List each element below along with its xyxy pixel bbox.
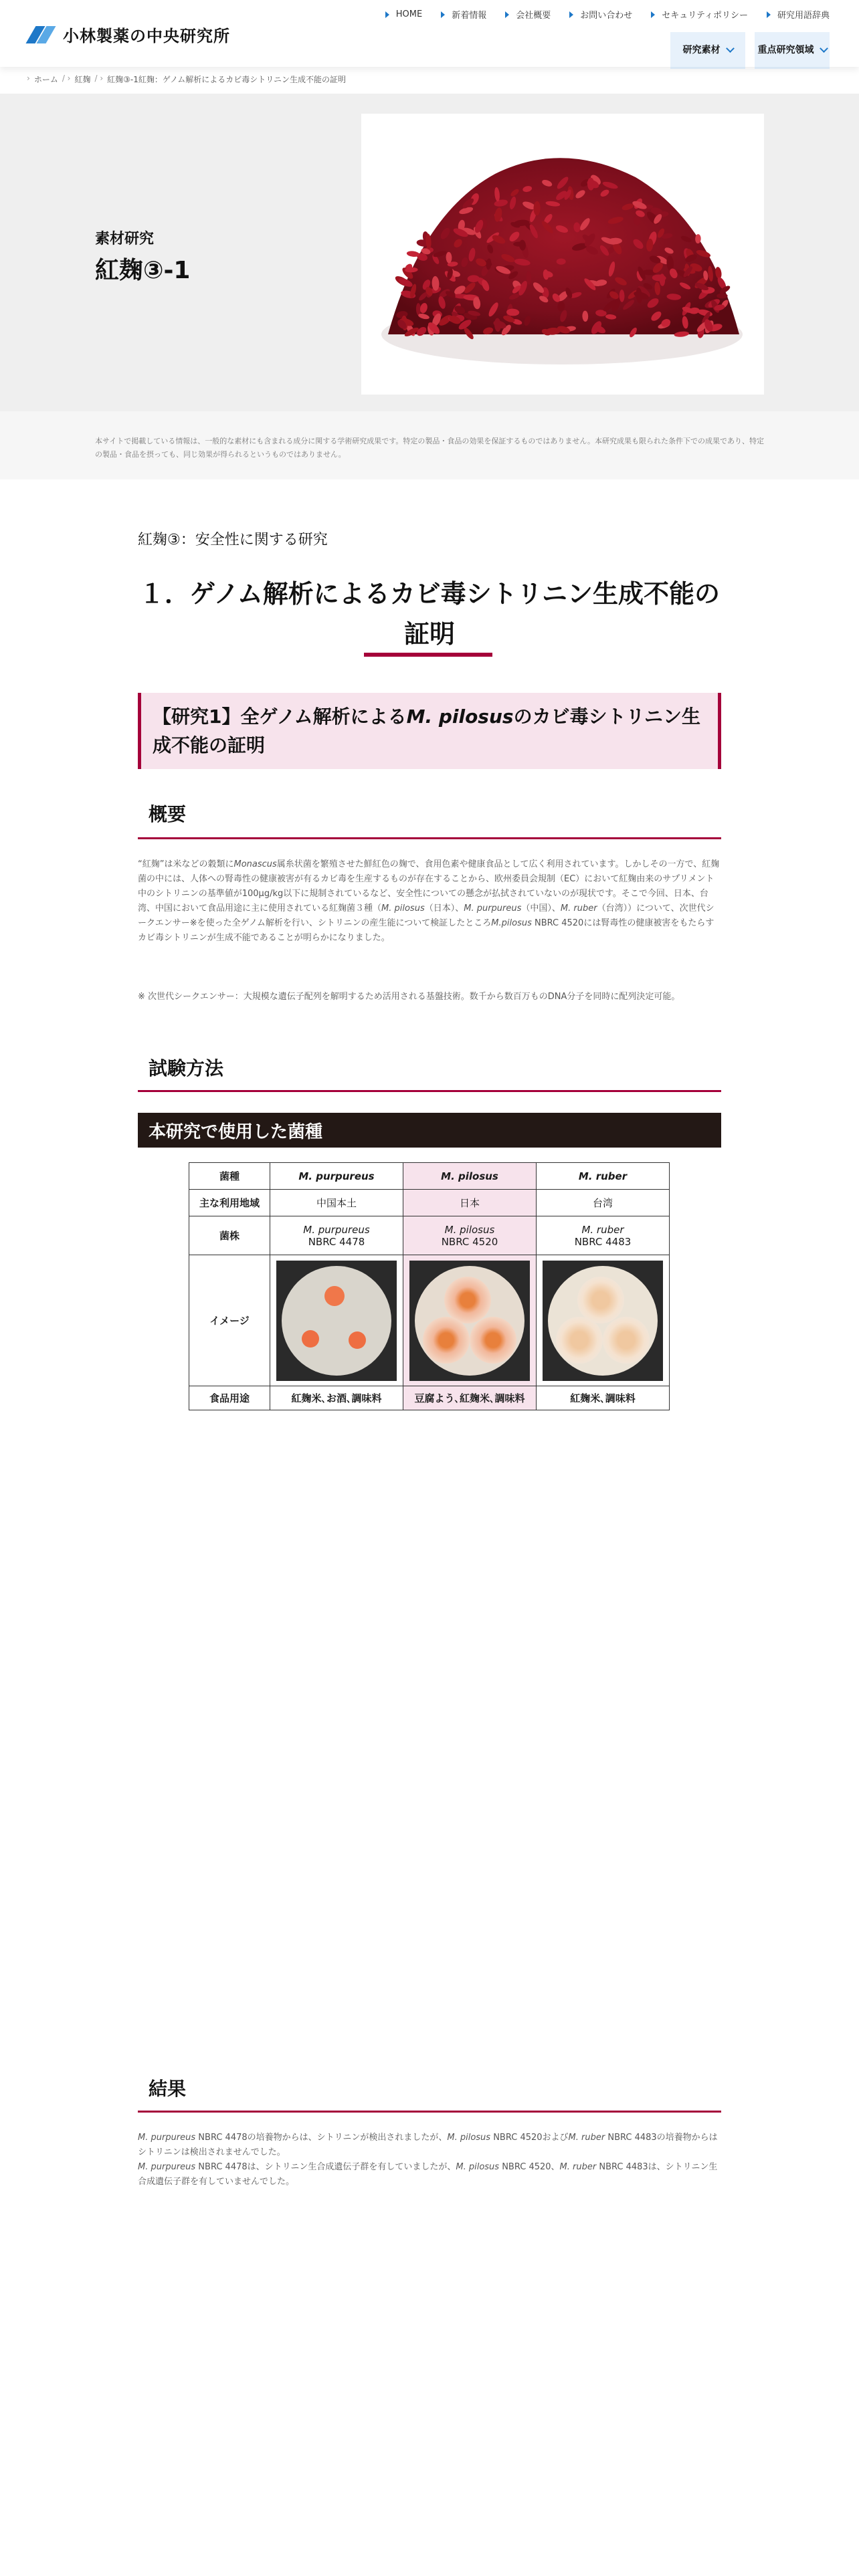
breadcrumb-beni-koji-link[interactable]: 紅麹 (74, 75, 91, 84)
table-cell (403, 1255, 537, 1386)
row-header: 菌株 (189, 1216, 270, 1255)
overview-paragraph: “紅麹”は米などの穀類にMonascus属糸状菌を繁殖させた鮮紅色の麹で、食用色素や健康食品として広く利用されています。しかしその一方で、紅麹菌の中には、人体への腎毒性の健康被害が有るカビ毒を生産するものが存在することから、欧州委員会規制（EC）において紅麹由来のサプリメント中のシトリニンの基準値が100μg/kg以下に規制されているなど、安全性についての懸念が払拭されていないのが現状です。そこで今回、日本、台湾、中国において食品用途に主に使用されている紅麹菌３種（M. pilosus（日本）、M. purpureus（中国）、M. ruber（台湾））について、次世代シークエンサー※を使った全ゲノム解析を行い、シトリニンの産生能について検証したところM.pilosus NBRC 4520には腎毒性の健康被害をもたらすカビ毒シトリニンが生成不能であることが明らかになりました。 (138, 859, 720, 943)
table-row (189, 1163, 670, 1190)
top-nav-security[interactable] (651, 8, 748, 21)
top-nav-label: 会社概要 (516, 11, 551, 21)
section-bar-title: 本研究で使用した菌種 (149, 1122, 323, 1142)
rice-grain (557, 258, 566, 264)
main-nav (670, 32, 830, 69)
hero-title: 紅麹③-1 (95, 257, 191, 284)
table-cell: M. purpureus (270, 1163, 403, 1190)
table-cell: 台湾 (537, 1190, 670, 1216)
breadcrumb-separator: › (27, 74, 30, 83)
row-header: イメージ (189, 1255, 270, 1386)
results-heading: 結果 (149, 2078, 187, 2100)
table-cell: M. ruber (537, 1163, 670, 1190)
red-yeast-rice-image (361, 114, 764, 395)
logo-text: 小林製薬の中央研究所 (63, 27, 230, 45)
row-header: 食品用途 (189, 1386, 270, 1410)
row-header: 菌種 (189, 1163, 270, 1190)
top-nav-contact[interactable] (569, 8, 632, 21)
petri-dish-image (276, 1261, 397, 1381)
callout-text-pre: 【研究1】全ゲノム解析による (153, 706, 407, 728)
method-heading: 試験方法 (149, 1057, 224, 1079)
top-nav-company[interactable] (505, 8, 551, 21)
triangle-right-icon (385, 11, 389, 18)
nav-button-label: 研究素材 (682, 45, 721, 56)
table-cell: M. pilosus NBRC 4520 (403, 1216, 537, 1255)
triangle-right-icon (441, 11, 445, 18)
table-row (189, 1216, 670, 1255)
table-cell: 日本 (403, 1190, 537, 1216)
top-nav-home[interactable] (385, 8, 422, 21)
callout-text-post: のカビ毒シトリニン生成不能の証明 (153, 706, 701, 756)
rice-grain (717, 293, 727, 298)
petri-dish-image (409, 1261, 530, 1381)
triangle-right-icon (569, 11, 573, 18)
breadcrumb (27, 74, 346, 85)
nav-research-materials-button[interactable] (670, 32, 745, 69)
table-row (189, 1190, 670, 1216)
table-cell: 紅麹米､お酒､調味料 (270, 1386, 403, 1410)
strain-table (189, 1162, 670, 1410)
nav-focus-areas-button[interactable] (755, 32, 830, 69)
breadcrumb-home-link[interactable]: ホーム (33, 75, 58, 84)
top-nav-glossary[interactable] (767, 8, 830, 21)
table-cell: M. pilosus (403, 1163, 537, 1190)
breadcrumb-separator: / › (62, 74, 71, 83)
top-nav-news[interactable] (441, 8, 486, 21)
method-heading-line (138, 1090, 721, 1092)
series-subtitle: 紅麹③：安全性に関する研究 (138, 532, 328, 548)
red-yeast-rice-photo (361, 114, 764, 395)
table-cell: 豆腐よう､紅麹米､調味料 (403, 1386, 537, 1410)
triangle-right-icon (651, 11, 655, 18)
disclaimer-text: 本サイトで掲載している情報は、一般的な素材にも含まれる成分に関する学術研究成果です。特定の製品・食品の効果を保証するものではありません。本研究成果も限られた条件下での成果であり、特定の製品・食品を摂っても、同じ効果が得られるというものではありません。 (95, 437, 765, 459)
chevron-down-icon (820, 44, 828, 53)
callout-text-species: M. pilosus (406, 706, 514, 728)
table-cell (270, 1255, 403, 1386)
table-cell: M. purpureus NBRC 4478 (270, 1216, 403, 1255)
overview-heading-line (138, 837, 721, 839)
site-logo[interactable] (27, 23, 230, 46)
top-nav-label: 研究用語辞典 (777, 11, 830, 21)
overview-heading: 概要 (149, 803, 187, 825)
page-title: １．ゲノム解析によるカビ毒シトリニン生成不能の証明 (139, 579, 720, 649)
petri-dish-image (543, 1261, 663, 1381)
table-row (189, 1386, 670, 1410)
results-heading-line (138, 2111, 721, 2113)
table-row (189, 1255, 670, 1386)
top-nav-label: お問い合わせ (580, 11, 633, 21)
breadcrumb-separator: / › (94, 74, 104, 83)
table-cell (537, 1255, 670, 1386)
table-cell: 中国本土 (270, 1190, 403, 1216)
hero-subtitle: 素材研究 (95, 231, 155, 247)
triangle-right-icon (767, 11, 771, 18)
study-callout-title (153, 702, 714, 760)
nav-button-label: 重点研究領域 (757, 45, 814, 56)
breadcrumb-current: 紅麹③-1紅麹：ゲノム解析によるカビ毒シトリニン生成不能の証明 (107, 75, 346, 84)
chevron-down-icon (726, 44, 735, 53)
sequencer-note: ※ 次世代シークエンサー：大規模な遺伝子配列を解明するため活用される基盤技術。数千から数百万ものDNA分子を同時に配列決定可能。 (138, 992, 680, 1002)
logo-mark-icon (27, 25, 54, 45)
top-nav-label: セキュリティポリシー (662, 11, 748, 21)
row-header: 主な利用地域 (189, 1190, 270, 1216)
table-cell: 紅麹米､調味料 (537, 1386, 670, 1410)
top-nav-label: HOME (395, 9, 423, 19)
top-nav (385, 8, 830, 21)
top-nav-label: 新着情報 (452, 11, 487, 21)
results-paragraph: M. purpureus NBRC 4478の培養物からは、シトリニンが検出されましたが、M. pilosus NBRC 4520およびM. ruber NBRC 4483の培養物からはシトリニンは検出されませんでした。 M. purpureus NBRC 4478は、シトリニン生合成遺伝子群を有していましたが、M. pilosus NBRC 4520、M. ruber NBRC 4483は、シトリニン生合成遺伝子群を有していませんでした。 (138, 2133, 718, 2187)
title-underline (364, 653, 492, 657)
triangle-right-icon (505, 11, 509, 18)
table-cell: M. ruber NBRC 4483 (537, 1216, 670, 1255)
